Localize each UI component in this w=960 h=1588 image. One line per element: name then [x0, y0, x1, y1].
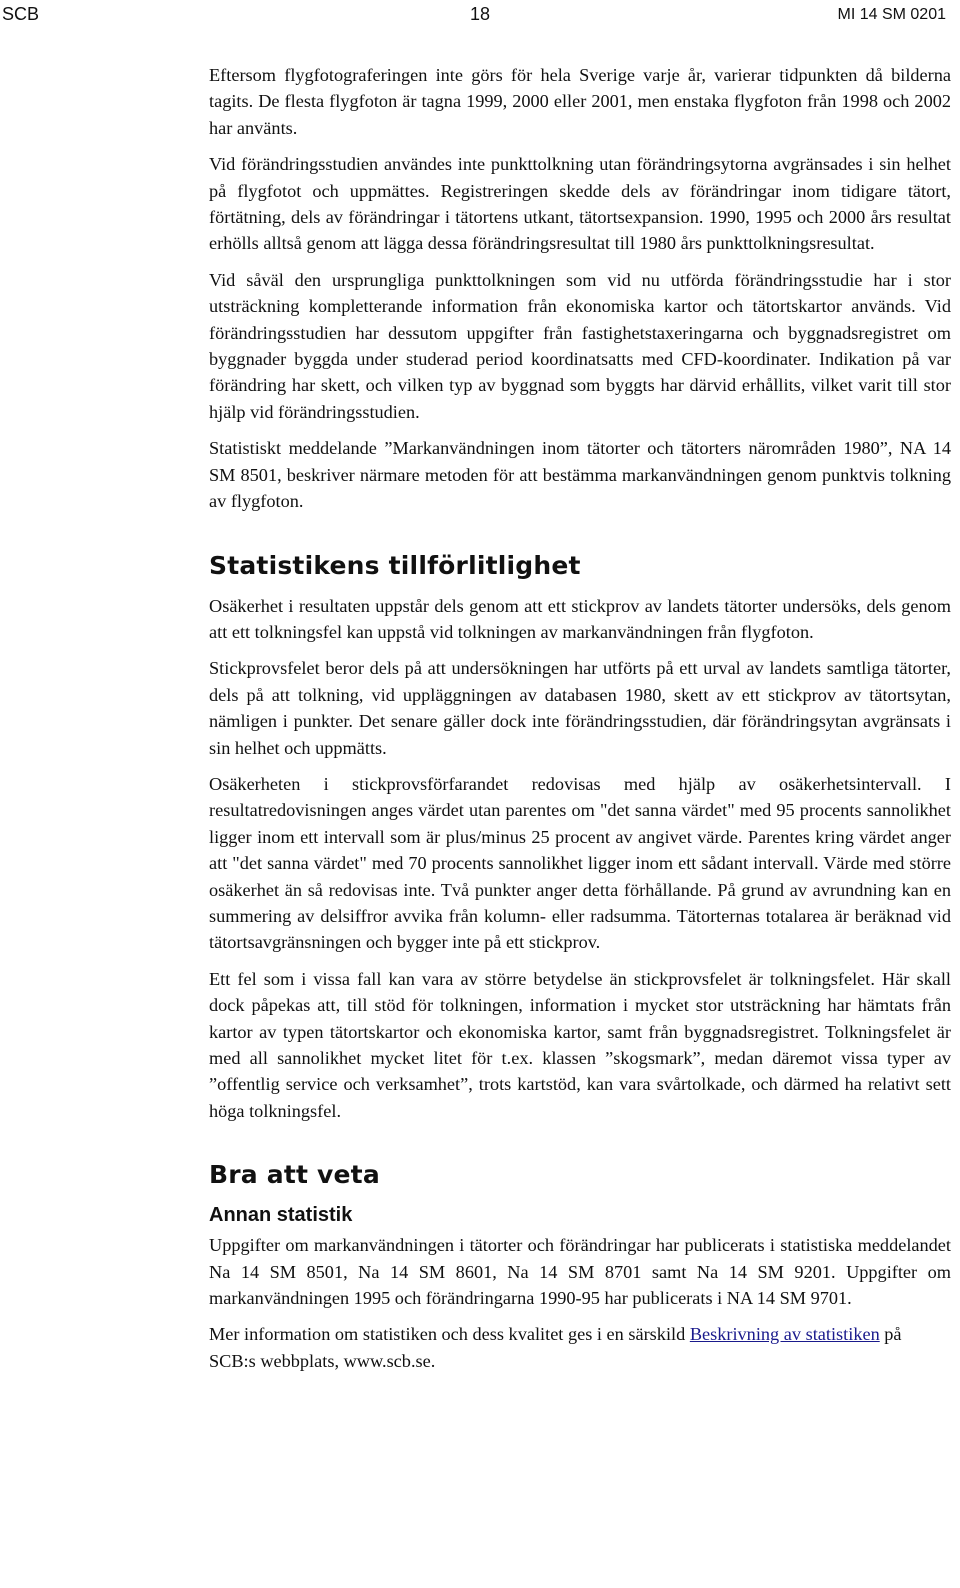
reliability-paragraph: Stickprovsfelet beror dels på att undersökningen har utförts på ett urval av landets samtliga tätorter, dels på att tolkning, vid uppläggningen av databasen 1980, skett av ett stickprov av tätortsytan, nämligen i punkter. Det senare gäller dock inte förändringsstudien, där förändringsytan avgränsats i sin helhet och uppmätts. — [209, 658, 951, 758]
intro-paragraph: Vid förändringsstudien användes inte punkttolkning utan förändringsytorna avgränsades i sin helhet på flygfotot och uppmättes. Registreringen skedde dels av förändringar inom tidigare tätort, förtätning, dels av förändringar i tätortens utkant, tätortsexpansion. 1990, 1995 och 2000 års resultat erhölls alltså genom att lägga dessa förändringsresultat till 1980 års punkttolkningsresultat. — [209, 154, 951, 254]
section-heading-reliability: Statistikens tillförlitlighet — [209, 550, 581, 580]
description-link[interactable]: Beskrivning av statistiken — [689, 1324, 880, 1345]
intro-paragraph: Vid såväl den ursprungliga punkttolkningen som vid nu utförda förändringsstudie har i stor utsträckning kompletterande information från ekonomiska kartor och tätortskartor används. Vid förändringsstudien har dessutom uppgifter från fastighetstaxeringarna och byggnadsregistret om byggnader byggda under studerad period koordinatsatts med CFD-koordinater. Indikation på var förändring har skett, och vilken typ av byggnad som byggts har därvid erhållits, vilket varit till stor hjälp vid förändringsstudien. — [209, 269, 951, 422]
header-publication-id: MI 14 SM 0201 — [837, 6, 946, 23]
subheading-other-statistics: Annan statistik — [209, 1204, 353, 1227]
header-page-number: 18 — [469, 4, 491, 24]
header-org: SCB — [2, 4, 40, 24]
more-info-paragraph — [209, 1321, 951, 1374]
more-info-suffix: på SCB:s webbplats, www.scb.se. — [209, 1324, 902, 1371]
intro-paragraph: Eftersom flygfotograferingen inte görs för hela Sverige varje år, varierar tidpunkten då bilderna tagits. De flesta flygfoton är tagna 1999, 2000 eller 2001, men enstaka flygfoton från 1998 och 2002 har använts. — [209, 65, 951, 138]
section-heading-good-to-know: Bra att veta — [209, 1160, 380, 1190]
reliability-paragraph: Ett fel som i vissa fall kan vara av större betydelse än stickprovsfelet är tolkningsfelet. Här skall dock påpekas att, till stöd för tolkningen, information i mycket stor utsträckning har hämtats från kartor av typen tätortskartor och ekonomiska kartor, samt från byggnadsregistret. Tolkningsfelet är med all sannolikhet mycket litet för t.ex. klassen ”skogsmark”, medan däremot vissa typer av ”offentlig service och verksamhet”, trots kartstöd, kan vara svårtolkade, och därmed ha relativt sett höga tolkningsfel. — [209, 968, 951, 1121]
page-header — [0, 2, 960, 28]
intro-paragraph: Statistiskt meddelande ”Markanvändningen inom tätorter och tätorters närområden 1980”, NA 14 SM 8501, beskriver närmare metoden för att bestämma markanvändningen genom punktvis tolkning av flygfoton. — [209, 438, 951, 512]
reliability-paragraph: Osäkerheten i stickprovsförfarandet redovisas med hjälp av osäkerhetsintervall. I resultatredovisningen anges värdet utan parentes om "det sanna värdet" med 95 procents sannolikhet ligger inom ett intervall som är plus/minus 25 procent av angivet värde. Parentes kring värdet anger att "det sanna värdet" med 70 procents sannolikhet ligger inom ett sådant intervall. Värde med större osäkerhet än så redovisas inte. Två punkter anger detta förhållande. På grund av avrundning kan en summering av delsiffror avvika från kolumn- eller radsumma. Tätorternas totalarea är beräknad vid tätortsavgränsningen och bygger inte på ett stickprov. — [209, 773, 951, 953]
more-info-prefix: Mer information om statistiken och dess kvalitet ges i en särskild — [209, 1324, 690, 1345]
reliability-paragraph: Osäkerhet i resultaten uppstår dels genom att ett stickprov av landets tätorter undersöks, dels genom att ett tolkningsfel kan uppstå vid tolkningen av markanvändningen från flygfoton. — [209, 595, 951, 642]
document-body — [209, 62, 951, 1384]
other-statistics-paragraph: Uppgifter om markanvändningen i tätorter och förändringar har publicerats i statistiska meddelandet Na 14 SM 8501, Na 14 SM 8601, Na 14 SM 8701 samt Na 14 SM 9201. Uppgifter om markanvändningen 1995 och förändringarna 1990-95 har publicerats i NA 14 SM 9701. — [209, 1235, 951, 1309]
